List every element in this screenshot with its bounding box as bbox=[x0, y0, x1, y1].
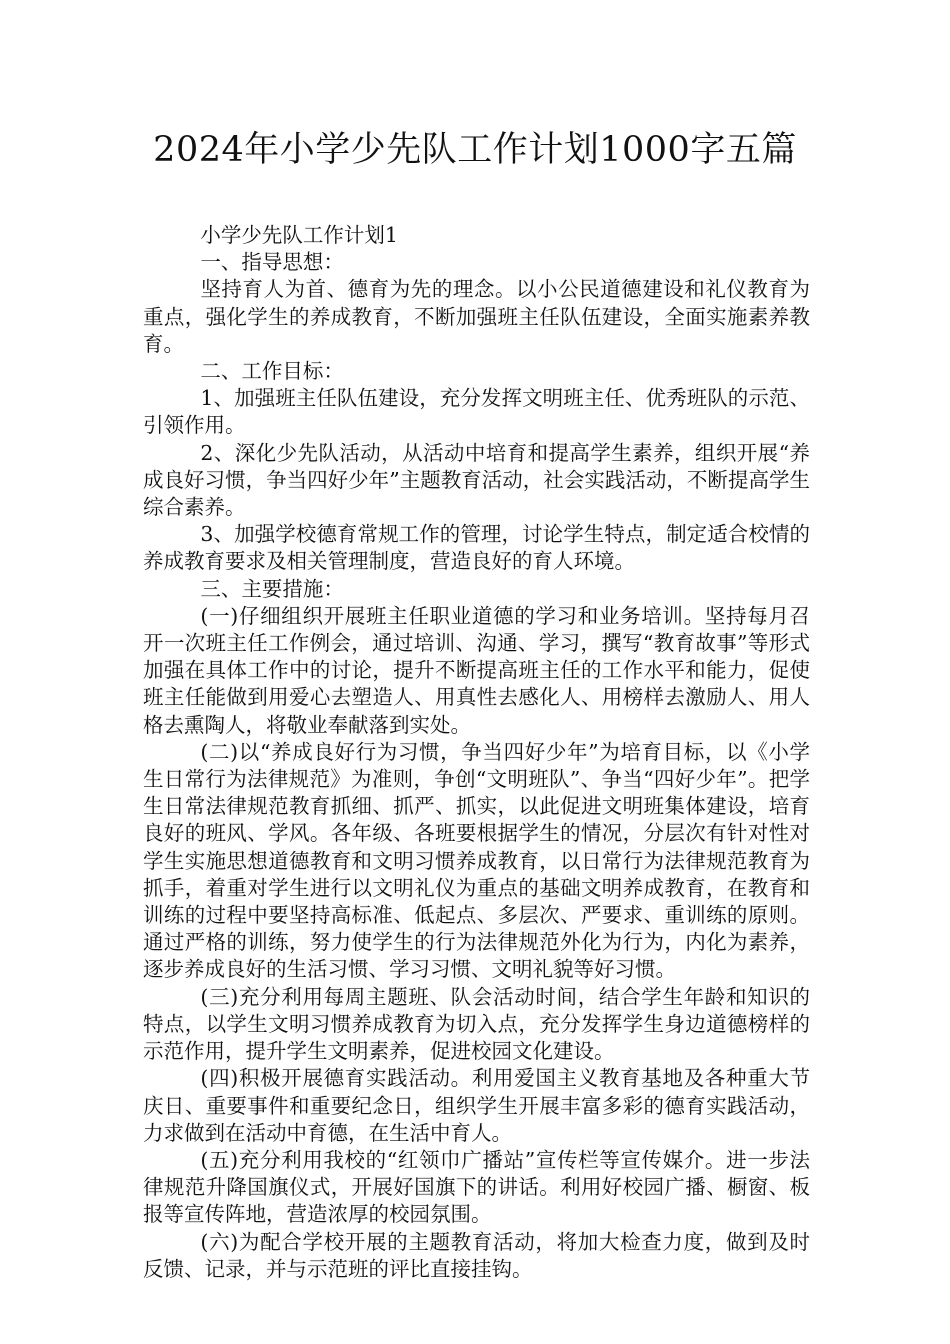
paragraph: (五)充分利用我校的“红领巾广播站”宣传栏等宣传媒介。进一步法律规范升降国旗仪式，开展好国旗下的讲话。利用好校园广播、橱窗、板报等宣传阵地，营造浓厚的校园氛围。 bbox=[143, 1147, 810, 1227]
paragraph: 坚持育人为首、德育为先的理念。以小公民道德建设和礼仪教育为重点，强化学生的养成教育，不断加强班主任队伍建设，全面实施素养教育。 bbox=[143, 277, 810, 356]
paragraph: 2、深化少先队活动，从活动中培育和提高学生素养，组织开展“养成良好习惯，争当四好少年”主题教育活动，社会实践活动，不断提高学生综合素养。 bbox=[143, 440, 810, 520]
paragraph: (四)积极开展德育实践活动。利用爱国主义教育基地及各种重大节庆日、重要事件和重要纪念日，组织学生开展丰富多彩的德育实践活动，力求做到在活动中育德，在生活中育人。 bbox=[143, 1066, 810, 1145]
paragraph: (六)为配合学校开展的主题教育活动，将加大检查力度，做到及时反馈、记录，并与示范班的评比直接挂钩。 bbox=[143, 1229, 810, 1281]
paragraph: (二)以“养成良好行为习惯，争当四好少年”为培育目标，以《小学生日常行为法律规范》为准则，争创“文明班队”、争当“四好少年”。把学生日常法律规范教育抓细、抓严、抓实，以此促进文明班集体建设，培育良好的班风、学风。各年级、各班要根据学生的情况，分层次有针对性对学生实施思想道德教育和文明习惯养成教育，以日常行为法律规范教育为抓手，着重对学生进行以文明礼仪为重点的基础文明养成教育，在教育和训练的过程中要坚持高标准、低起点、多层次、严要求、重训练的原则。通过严格的训练，努力使学生的行为法律规范外化为行为，内化为素养，逐步养成良好的生活习惯、学习习惯、文明礼貌等好习惯。 bbox=[143, 739, 810, 982]
subheading: 三、主要措施： bbox=[200, 576, 344, 601]
section-heading: 小学少先队工作计划1 bbox=[200, 223, 398, 247]
paragraph: (一)仔细组织开展班主任职业道德的学习和业务培训。坚持每月召开一次班主任工作例会，通过培训、沟通、学习，撰写“教育故事”等形式加强在具体工作中的讨论，提升不断提高班主任的工作水平和能力，促使班主任能做到用爱心去塑造人、用真性去感化人、用榜样去激励人、用人格去熏陶人，将敬业奉献落到实处。 bbox=[143, 603, 810, 737]
document-body bbox=[143, 222, 810, 1283]
paragraph: 1、加强班主任队伍建设，充分发挥文明班主任、优秀班队的示范、引领作用。 bbox=[143, 386, 810, 438]
document-title: 2024年小学少先队工作计划1000字五篇 bbox=[153, 130, 797, 170]
subheading: 二、工作目标： bbox=[200, 359, 344, 384]
paragraph: 3、加强学校德育常规工作的管理，讨论学生特点，制定适合校情的养成教育要求及相关管理制度，营造良好的育人环境。 bbox=[143, 522, 810, 574]
paragraph: (三)充分利用每周主题班、队会活动时间，结合学生年龄和知识的特点，以学生文明习惯养成教育为切入点，充分发挥学生身边道德榜样的示范作用，提升学生文明素养，促进校园文化建设。 bbox=[143, 984, 810, 1064]
subheading: 一、指导思想： bbox=[200, 250, 344, 275]
